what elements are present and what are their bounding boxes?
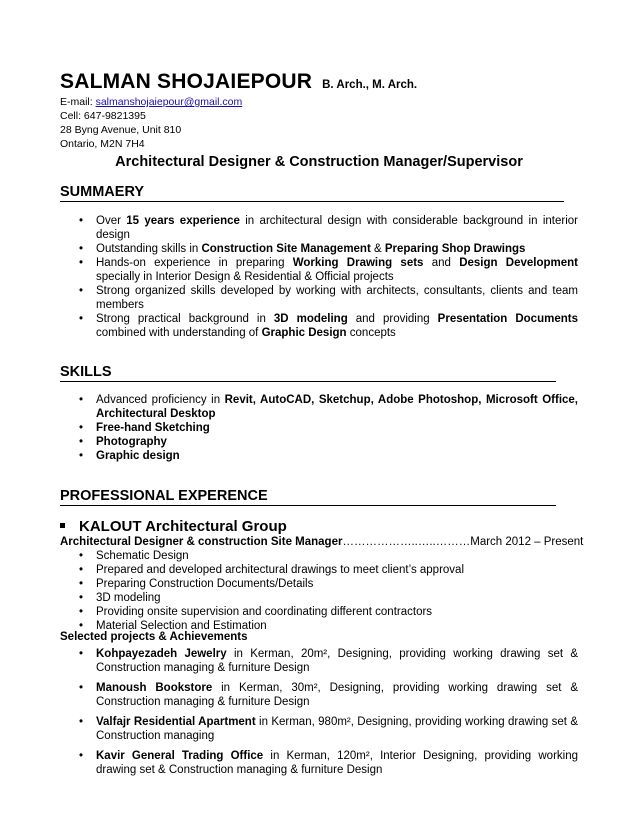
bullet-icon: • [79, 215, 84, 227]
bullet-icon: • [79, 620, 84, 632]
list-item: • 3D modeling [79, 592, 161, 604]
list-item: • Strong practical background in 3D modeling and providing Presentation Documents combined with understanding of Graphic Design concepts [79, 313, 578, 339]
list-item: • Prepared and developed architectural drawings to meet client’s approval [79, 564, 465, 576]
list-item: • Preparing Construction Documents/Details [79, 578, 314, 590]
role-line [60, 535, 584, 549]
list-item: • Schematic Design [79, 550, 189, 562]
bullet-icon: • [79, 285, 84, 297]
list-item: • Manoush Bookstore in Kerman, 30m², Designing, providing working drawing set & Construction managing & furniture Design [79, 682, 578, 708]
bullet-icon: • [79, 578, 84, 590]
company-name: KALOUT Architectural Group [79, 518, 287, 535]
name-line [60, 70, 417, 94]
experience-title: PROFESSIONAL EXPERENCE [60, 488, 556, 506]
projects-list [79, 647, 578, 777]
bullet-icon: • [79, 394, 84, 406]
bullet-icon: • [79, 564, 84, 576]
bullet-icon: • [79, 682, 84, 694]
bullet-icon: • [79, 606, 84, 618]
bullet-icon: • [79, 243, 84, 255]
applicant-name: SALMAN SHOJAIEPOUR [60, 70, 313, 93]
email-label: E-mail: [60, 96, 96, 108]
list-item: • Kavir General Trading Office in Kerman, 120m², Interior Designing, providing working drawing set & Construction managing & furniture Design [79, 750, 578, 776]
list-item: • Graphic design [79, 450, 180, 462]
contact-block [60, 95, 242, 151]
role-dates: March 2012 – Present [470, 536, 584, 548]
bullet-icon: • [79, 716, 84, 728]
list-item: • Valfajr Residential Apartment in Kerman, 980m², Designing, providing working drawing set & Construction managing [79, 716, 578, 742]
list-item: • Advanced proficiency in Revit, AutoCAD, Sketchup, Adobe Photoshop, Microsoft Office, Architectural Desktop [79, 394, 578, 420]
bullet-icon: • [79, 313, 84, 325]
list-item: • Hands-on experience in preparing Working Drawing sets and Design Development specially in Interior Design & Residential & Official projects [79, 257, 579, 283]
degrees: B. Arch., M. Arch. [322, 79, 418, 91]
role-leader-dots: ………………..…..……… [342, 536, 471, 548]
address-line-1: 28 Byng Avenue, Unit 810 [60, 124, 182, 136]
headline: Architectural Designer & Construction Manager/Supervisor [115, 154, 523, 170]
company-line [60, 518, 287, 535]
bullet-icon: • [79, 750, 84, 762]
list-item: • Providing onsite supervision and coordinating different contractors [79, 606, 433, 618]
role-title: Architectural Designer & construction Site Manager [60, 536, 343, 548]
bullet-icon: • [79, 436, 84, 448]
list-item: • Kohpayezadeh Jewelry in Kerman, 20m², Designing, providing working drawing set & Construction managing & furniture Design [79, 648, 578, 674]
list-item: • Strong organized skills developed by working with architects, consultants, clients and team members [79, 285, 578, 311]
summary-title: SUMMAERY [60, 184, 564, 202]
cell-line: Cell: 647-9821395 [60, 110, 146, 122]
email-link[interactable]: salmanshojaiepour@gmail.com [95, 96, 243, 108]
duties-list [79, 549, 578, 633]
square-bullet-icon [60, 523, 65, 528]
list-item: • Material Selection and Estimation [79, 620, 267, 632]
projects-title: Selected projects & Achievements [60, 631, 248, 643]
summary-list [79, 214, 579, 340]
bullet-icon: • [79, 450, 84, 462]
bullet-icon: • [79, 422, 84, 434]
list-item: • Free-hand Sketching [79, 422, 210, 434]
skills-list [79, 393, 578, 463]
bullet-icon: • [79, 550, 84, 562]
email-line [60, 95, 242, 109]
skills-title: SKILLS [60, 364, 556, 382]
list-item: • Over 15 years experience in architectural design with considerable background in interior design [79, 215, 578, 241]
bullet-icon: • [79, 257, 84, 269]
list-item: • Outstanding skills in Construction Site Management & Preparing Shop Drawings [79, 243, 526, 255]
list-item: • Photography [79, 436, 167, 448]
address-line-2: Ontario, M2N 7H4 [60, 138, 145, 150]
bullet-icon: • [79, 592, 84, 604]
bullet-icon: • [79, 648, 84, 660]
